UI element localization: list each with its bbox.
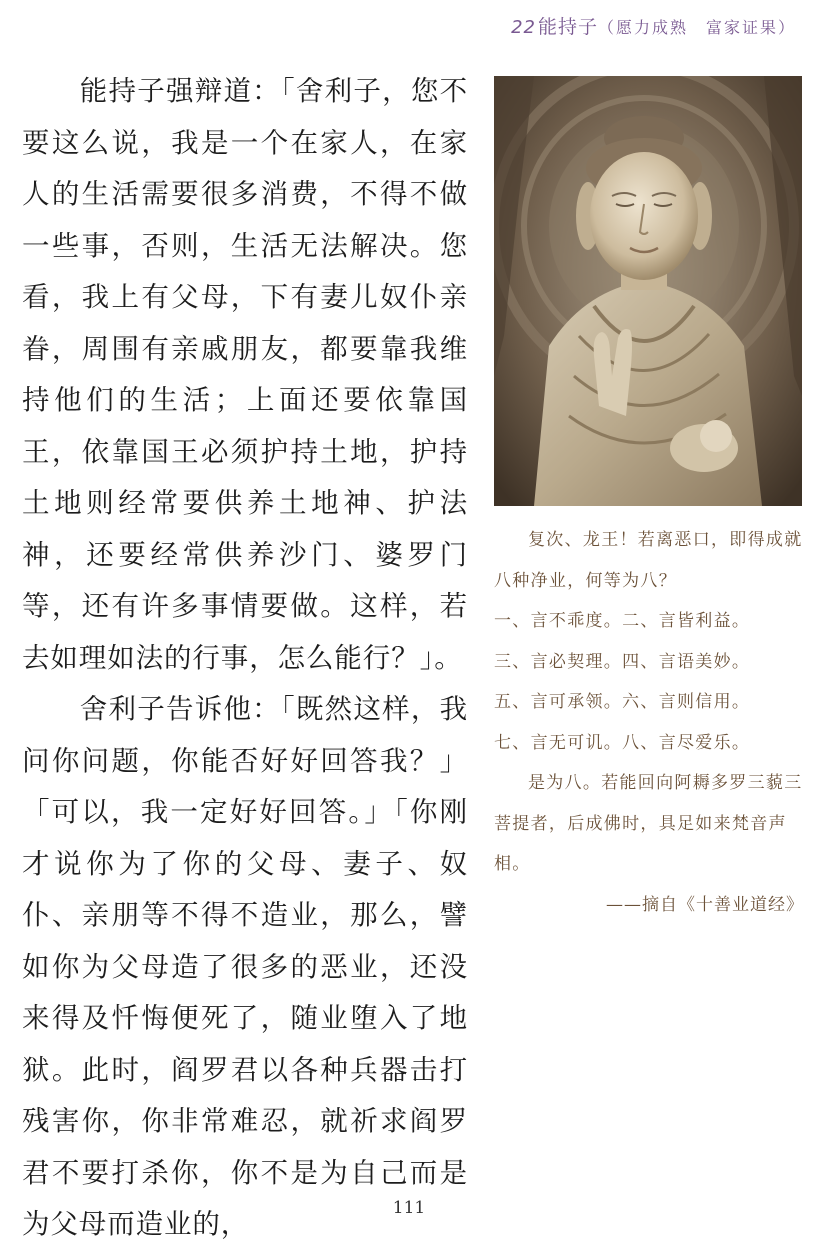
running-header xyxy=(511,12,796,39)
paragraph: 舍利子告诉他：「既然这样，我问你问题，你能否好好回答我？」「可以，我一定好好回答。」「你刚才说你为了你的父母、妻子、奴仆、亲朋等不得不造业，那么，譬如你为父母造了很多的恶业，还没来得及忏悔便死了，随业堕入了地狱。此时，阎罗君以各种兵器击打残害你，你非常难忍，就祈求阎罗君不要打杀你，你不是为自己而是为父母而造业的， xyxy=(22,693,468,1240)
buddha-statue-photo xyxy=(494,76,802,506)
sutra-line: 七、言无可讥。八、言尽爱乐。 xyxy=(494,732,751,753)
sutra-quote xyxy=(494,520,806,925)
sutra-line: 三、言必契理。四、言语美妙。 xyxy=(494,651,751,672)
sutra-line: 五、言可承领。六、言则信用。 xyxy=(494,692,751,712)
paragraph: 能持子强辩道：「舍利子，您不要这么说，我是一个在家人，在家人的生活需要很多消费，不得不做一些事，否则，生活无法解决。您看，我上有父母，下有妻儿奴仆亲眷，周围有亲戚朋友，都要靠我维持他们的生活；上面还要依靠国王，依靠国王必须护持土地，护持土地则经常要供养土地神、护法神，还要经常供养沙门、婆罗门等，还有许多事情要做。这样，若去如理如法的行事，怎么能行？」。 xyxy=(22,75,468,674)
sutra-conclusion: 是为八。若能回向阿耨多罗三藐三菩提者，后成佛时，具足如来梵音声相。 xyxy=(494,773,803,874)
main-text xyxy=(22,66,468,1251)
buddha-statue-illustration xyxy=(494,76,802,506)
sutra-source: ——摘自《十善业道经》 xyxy=(606,894,804,915)
chapter-subtitle: （愿力成熟 富家证果） xyxy=(597,18,796,37)
sutra-line: 一、言不乖度。二、言皆利益。 xyxy=(494,611,751,631)
page-number: 111 xyxy=(392,1198,426,1218)
chapter-title: 能持子 xyxy=(537,16,598,38)
sutra-intro: 复次、龙王！若离恶口，即得成就八种净业，何等为八？ xyxy=(494,530,803,591)
chapter-number: 22 xyxy=(511,17,536,38)
